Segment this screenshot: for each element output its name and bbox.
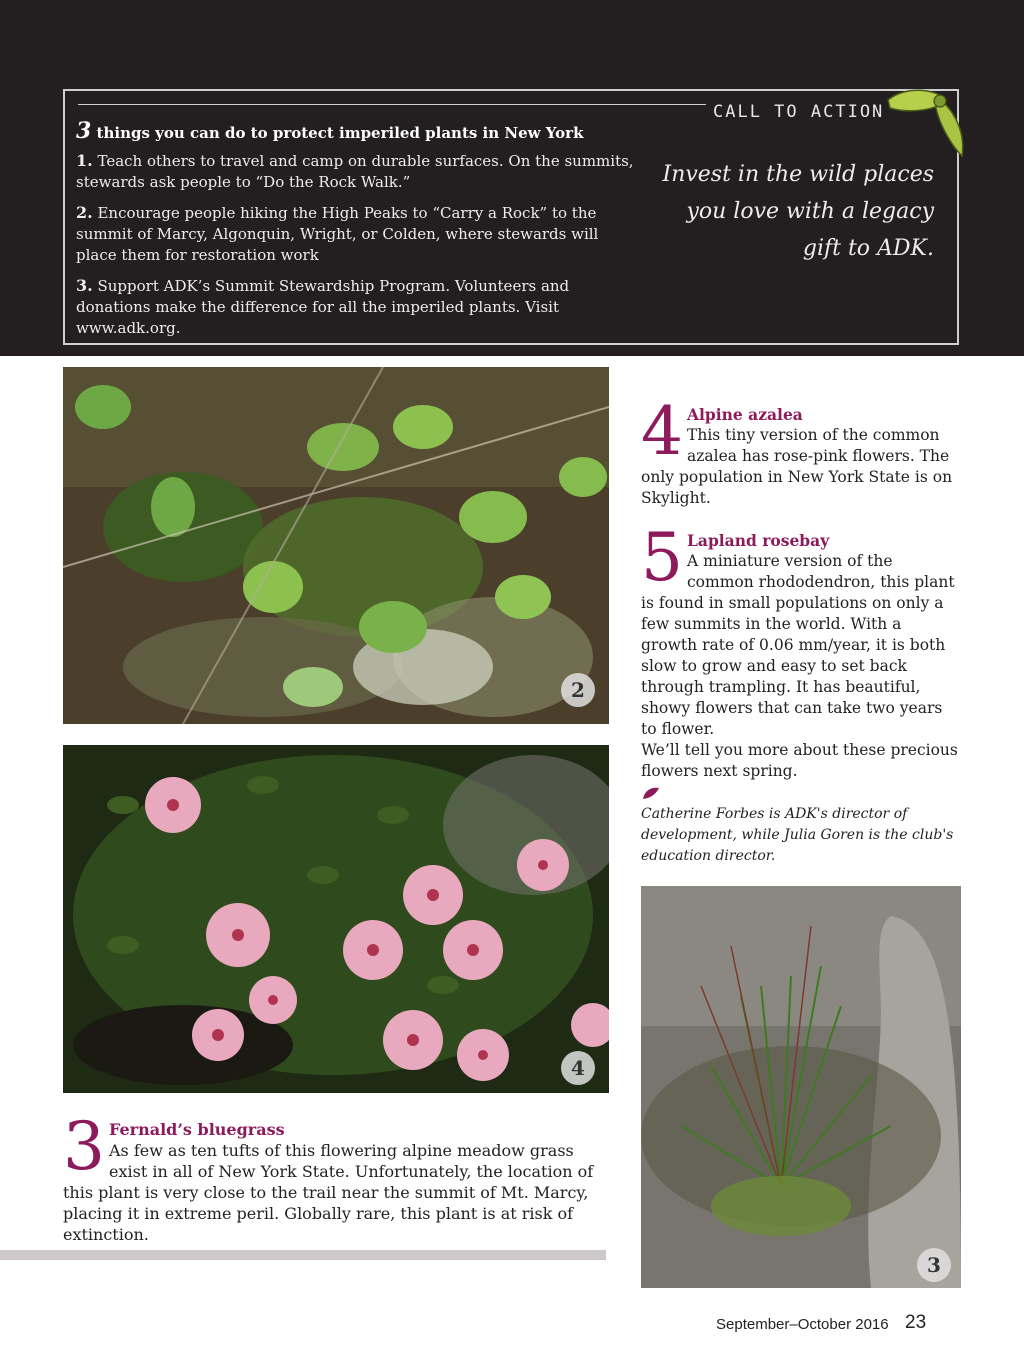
tip-1	[76, 150, 636, 193]
decorative-bar	[0, 1250, 606, 1260]
things-title	[76, 118, 583, 144]
plant-entry-fernalds-bluegrass	[63, 1108, 603, 1245]
tip-2	[76, 202, 636, 266]
issue-date: September–October 2016	[716, 1316, 889, 1333]
tip-2-number: 2.	[76, 203, 93, 222]
tip-3-text: Support ADK’s Summit Stewardship Program. Volunteers and donations make the difference for all the imperiled plants. Visit www.adk.org.	[76, 277, 570, 337]
photo-number-badge: 4	[561, 1051, 595, 1085]
plant-name: Alpine azalea	[687, 405, 803, 424]
alpine-azalea-image	[63, 745, 609, 1093]
fernalds-bluegrass-image	[641, 886, 961, 1288]
dropcap: 4	[641, 393, 683, 470]
dropcap: 3	[63, 1108, 105, 1185]
photo-alpine-willow	[63, 367, 609, 724]
things-title-number: 3	[76, 118, 92, 144]
plant-name: Lapland rosebay	[687, 531, 830, 550]
plant-description: This tiny version of the common azalea has rose-pink flowers. The only population in New York State is on Skylight.	[641, 426, 953, 507]
plant-entry-alpine-azalea	[641, 393, 959, 509]
tip-3-number: 3.	[76, 276, 93, 295]
alpine-willow-image	[63, 367, 609, 724]
plant-description: As few as ten tufts of this flowering alpine meadow grass exist in all of New York State. Unfortunately, the location of this plant is very close to the trail near the summit of Mt. Marcy, placing it in extreme peril. Globally rare, this plant is at risk of extinction.	[63, 1141, 594, 1244]
tip-1-number: 1.	[76, 151, 93, 170]
photo-fernalds-bluegrass	[641, 886, 961, 1288]
photo-number-badge: 3	[917, 1248, 951, 1282]
things-title-text: things you can do to protect imperiled plants in New York	[96, 124, 584, 142]
page-number: 23	[905, 1312, 927, 1333]
call-to-action-label: CALL TO ACTION	[713, 102, 885, 122]
photo-alpine-azalea	[63, 745, 609, 1093]
tip-2-text: Encourage people hiking the High Peaks to “Carry a Rock” to the summit of Marcy, Algonquin, Wright, or Colden, where stewards will place them for restoration work	[76, 204, 599, 264]
photo-number-badge: 2	[561, 673, 595, 707]
box-divider	[78, 104, 706, 105]
call-to-action-text: Invest in the wild places you love with a legacy gift to ADK.	[662, 162, 934, 261]
maple-seed-icon	[880, 80, 970, 162]
tip-3	[76, 275, 636, 339]
closing-paragraph: We’ll tell you more about these precious flowers next spring.	[641, 741, 958, 780]
dropcap: 5	[641, 519, 683, 596]
plant-description: A miniature version of the common rhododendron, this plant is found in small populations on only a few summits in the world. With a growth rate of 0.06 mm/year, it is both slow to grow and easy to set back through trampling. It has beautiful, showy flowers that can take two years to flower.	[641, 552, 955, 738]
tip-1-text: Teach others to travel and camp on durable surfaces. On the summits, stewards ask people to “Do the Rock Walk.”	[76, 152, 634, 191]
plant-name: Fernald’s bluegrass	[109, 1120, 285, 1139]
leaf-icon	[641, 785, 661, 801]
author-byline: Catherine Forbes is ADK's director of development, while Julia Goren is the club's education director.	[641, 806, 954, 864]
plant-entry-lapland-rosebay	[641, 519, 959, 740]
